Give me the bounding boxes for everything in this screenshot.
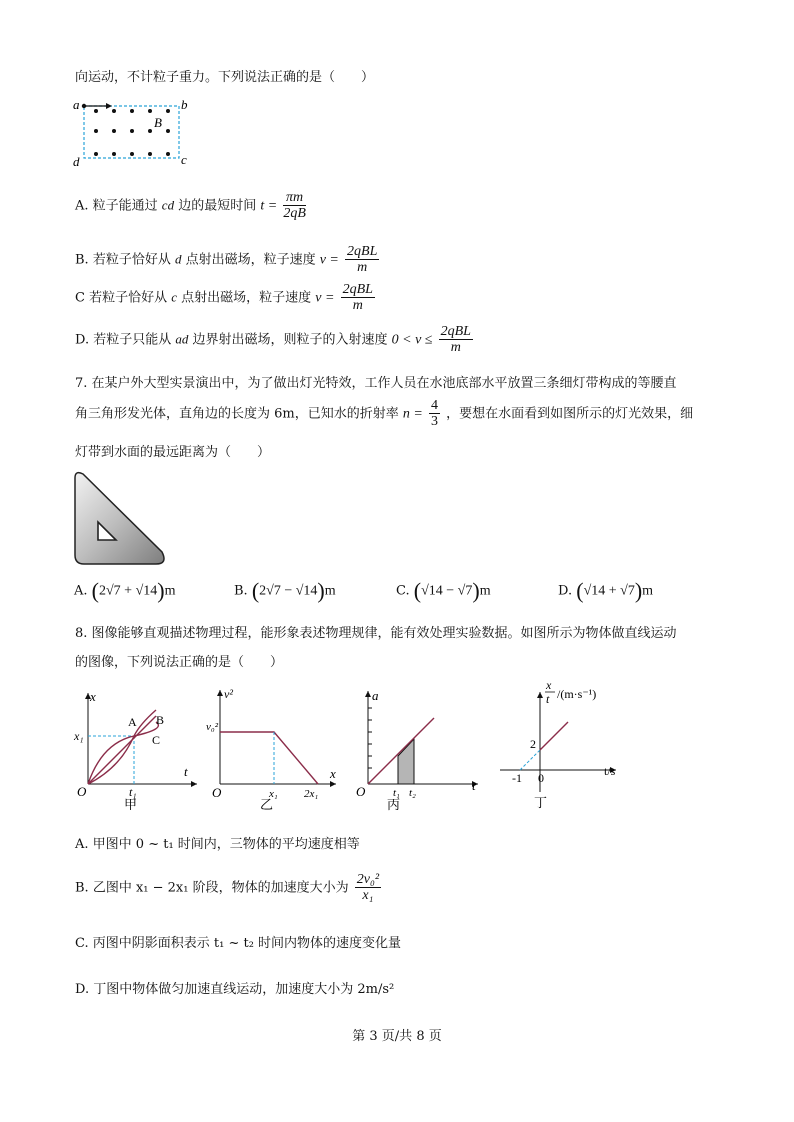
bing-x-label: t — [472, 778, 476, 793]
q6-option-c: C 若粒子恰好从 c 点射出磁场，粒子速度 v = $\frac{\text{2qBL}}{m}$ — [75, 282, 373, 313]
jia-y-label: x — [90, 689, 96, 704]
label-B: B — [154, 115, 162, 130]
q7-line1: 7. 在某户外大型实景演出中，为了做出灯光特效，工作人员在水池底部水平放置三条细灯带构成的等腰直 — [75, 376, 677, 391]
q8-option-d: D. 丁图中物体做匀加速直线运动，加速度大小为 2m/s² — [75, 982, 395, 997]
q7-option-c: C. (√14 − √7)m — [396, 578, 491, 603]
yi-caption: 乙 — [260, 797, 274, 810]
graph-bing — [356, 688, 486, 812]
q7-option-d: D. (√14 + √7)m — [558, 578, 654, 603]
ding-tick-0: 0 — [538, 771, 544, 785]
page-footer: 第 3 页/共 8 页 — [352, 1029, 442, 1044]
q6-option-d: D. 若粒子只能从 ad 边界射出磁场，则粒子的入射速度 0 < v ≤ $\frac{\text{2qBL}}{m}$ — [75, 324, 471, 355]
q8-line1: 8. 图像能够直观描述物理过程，能形象表述物理规律，能有效处理实验数据。如图所示为物体做直线运动 — [75, 626, 677, 641]
yi-x2: 2x₁ — [304, 788, 319, 800]
jia-x1: x₁ — [74, 729, 84, 743]
q6-intro: 向运动，不计粒子重力。下列说法正确的是（ ） — [75, 70, 375, 85]
q8-option-a: A. 甲图中 0 ~ t₁ 时间内，三物体的平均速度相等 — [75, 837, 360, 852]
bing-y-label: a — [372, 688, 379, 703]
q6-magnetic-field-figure — [70, 96, 200, 170]
q6-option-b: B. 若粒子恰好从 d 点射出磁场，粒子速度 v = $\frac{\text{2qBL}}{m}$ — [75, 244, 378, 275]
jia-caption: 甲 — [124, 797, 138, 810]
q7-option-a: A. (2√7 + √14)m — [74, 578, 176, 603]
bing-origin: O — [356, 784, 366, 799]
label-c: c — [181, 152, 187, 167]
q8-option-b: B. 乙图中 x₁ − 2x₁ 阶段，物体的加速度大小为 $\frac{\text{2v₀²}}{\text{x₁}}$ — [75, 872, 380, 903]
q7-line3: 灯带到水面的最远距离为（ ） — [75, 445, 271, 460]
q7-line2: 角三角形发光体，直角边的长度为 6m，已知水的折射率 n = $\frac{4}{3}$ ，要想在水面看到如图所示的灯光效果，细 — [75, 398, 694, 429]
jia-origin: O — [77, 784, 87, 799]
q8-option-c: C. 丙图中阴影面积表示 t₁ ~ t₂ 时间内物体的速度变化量 — [75, 936, 402, 951]
graph-ding — [498, 680, 628, 810]
jia-t1: t₁ — [129, 785, 137, 799]
q7-light-triangle-figure — [72, 468, 172, 568]
yi-x-label: x — [330, 766, 336, 781]
yi-v0: v₀² — [206, 721, 219, 733]
graph-jia — [72, 688, 202, 810]
jia-x-label: t — [184, 764, 188, 779]
q7-option-b: B. (2√7 − √14)m — [234, 578, 336, 603]
yi-x1: x₁ — [269, 788, 278, 800]
bing-t2: t₂ — [409, 787, 416, 799]
jia-A: A — [128, 715, 137, 729]
q6-option-a: A. 粒子能通过 cd 边的最短时间 t = $\frac{\pi m}{2qB}$ — [75, 190, 306, 221]
ding-x-label: t/s — [604, 764, 616, 778]
bing-caption: 丙 — [387, 797, 401, 812]
jia-C: C — [152, 733, 161, 747]
label-d: d — [73, 154, 80, 169]
ding-y-den: t — [546, 692, 550, 706]
yi-origin: O — [212, 785, 222, 800]
ding-y-unit: /(m·s⁻¹) — [557, 687, 597, 701]
yi-y-label: v² — [224, 687, 233, 701]
jia-B: B — [156, 713, 165, 727]
bing-t1: t₁ — [393, 787, 400, 799]
label-b: b — [181, 97, 188, 112]
ding-tick-2: 2 — [530, 737, 536, 751]
ding-y-num: x — [546, 680, 552, 692]
ding-caption: 丁 — [534, 795, 548, 810]
ding-tick-neg1: -1 — [512, 771, 522, 785]
label-a: a — [73, 97, 80, 112]
q8-line2: 的图像，下列说法正确的是（ ） — [75, 655, 284, 670]
graph-yi — [206, 686, 342, 810]
